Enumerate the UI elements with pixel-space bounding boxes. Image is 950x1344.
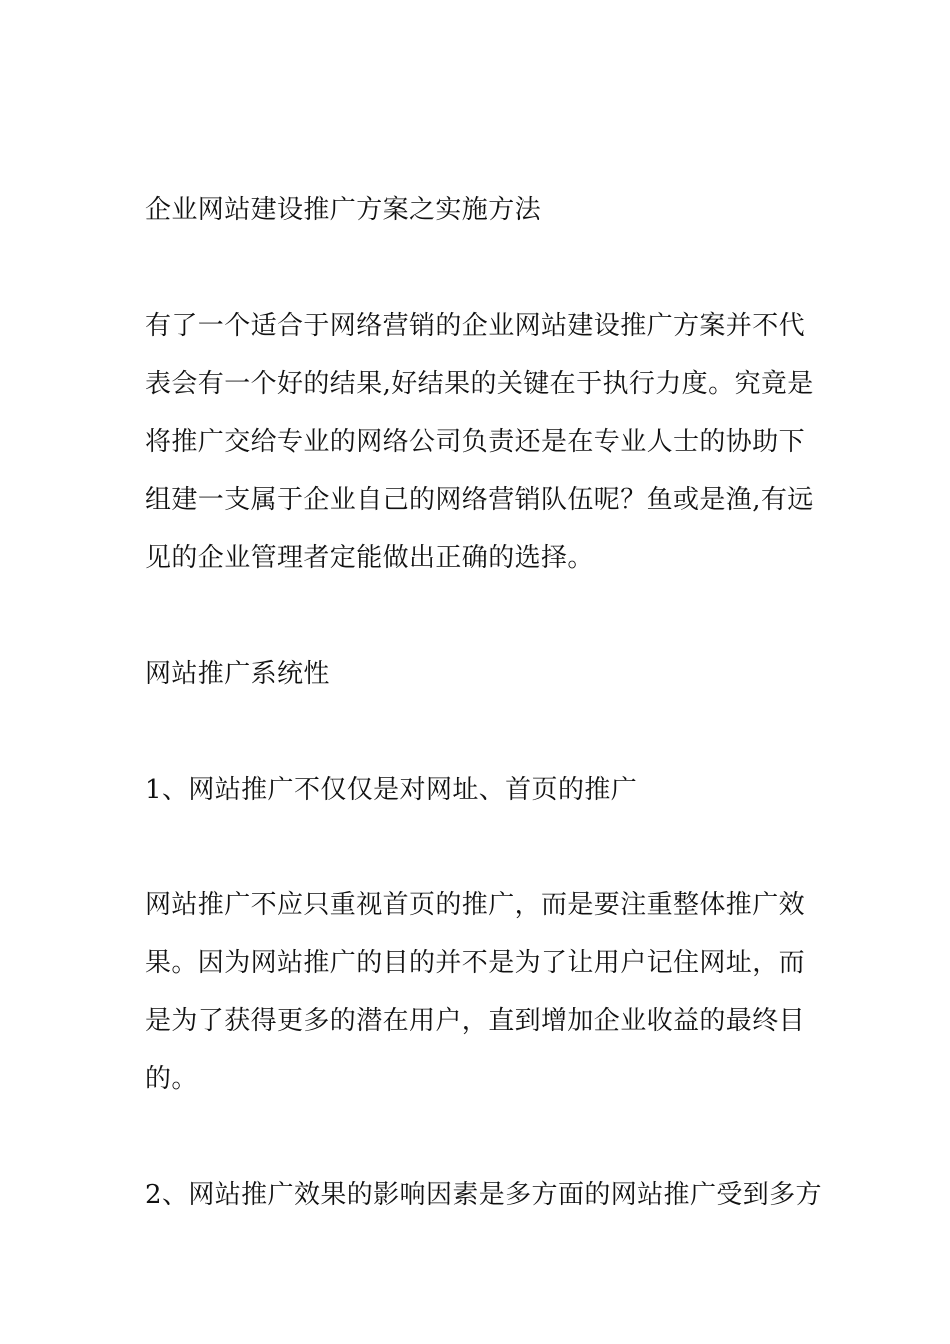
paragraph-1-line-5: 见的企业管理者定能做出正确的选择。 <box>145 543 594 573</box>
paragraph-2-line-2: 果。因为网站推广的目的并不是为了让用户记住网址，而 <box>145 948 806 978</box>
item-1-heading: 1、网站推广不仅仅是对网址、首页的推广 <box>145 775 638 805</box>
paragraph-1-line-3: 将推广交给专业的网络公司负责还是在专业人士的协助下 <box>145 427 806 457</box>
paragraph-1-line-4: 组建一支属于企业自己的网络营销队伍呢？鱼或是渔,有远 <box>145 485 814 515</box>
paragraph-2-line-3: 是为了获得更多的潜在用户，直到增加企业收益的最终目 <box>145 1006 806 1036</box>
item-2-heading: 2、网站推广效果的影响因素是多方面的网站推广受到多方 <box>145 1180 822 1210</box>
paragraph-1-line-2: 表会有一个好的结果,好结果的关键在于执行力度。究竟是 <box>145 369 814 399</box>
paragraph-2-line-1: 网站推广不应只重视首页的推广，而是要注重整体推广效 <box>145 890 806 920</box>
document-title: 企业网站建设推广方案之实施方法 <box>145 195 542 225</box>
section-heading: 网站推广系统性 <box>145 659 330 689</box>
paragraph-2-line-4: 的。 <box>145 1064 198 1094</box>
paragraph-1-line-1: 有了一个适合于网络营销的企业网站建设推广方案并不代 <box>145 311 806 341</box>
